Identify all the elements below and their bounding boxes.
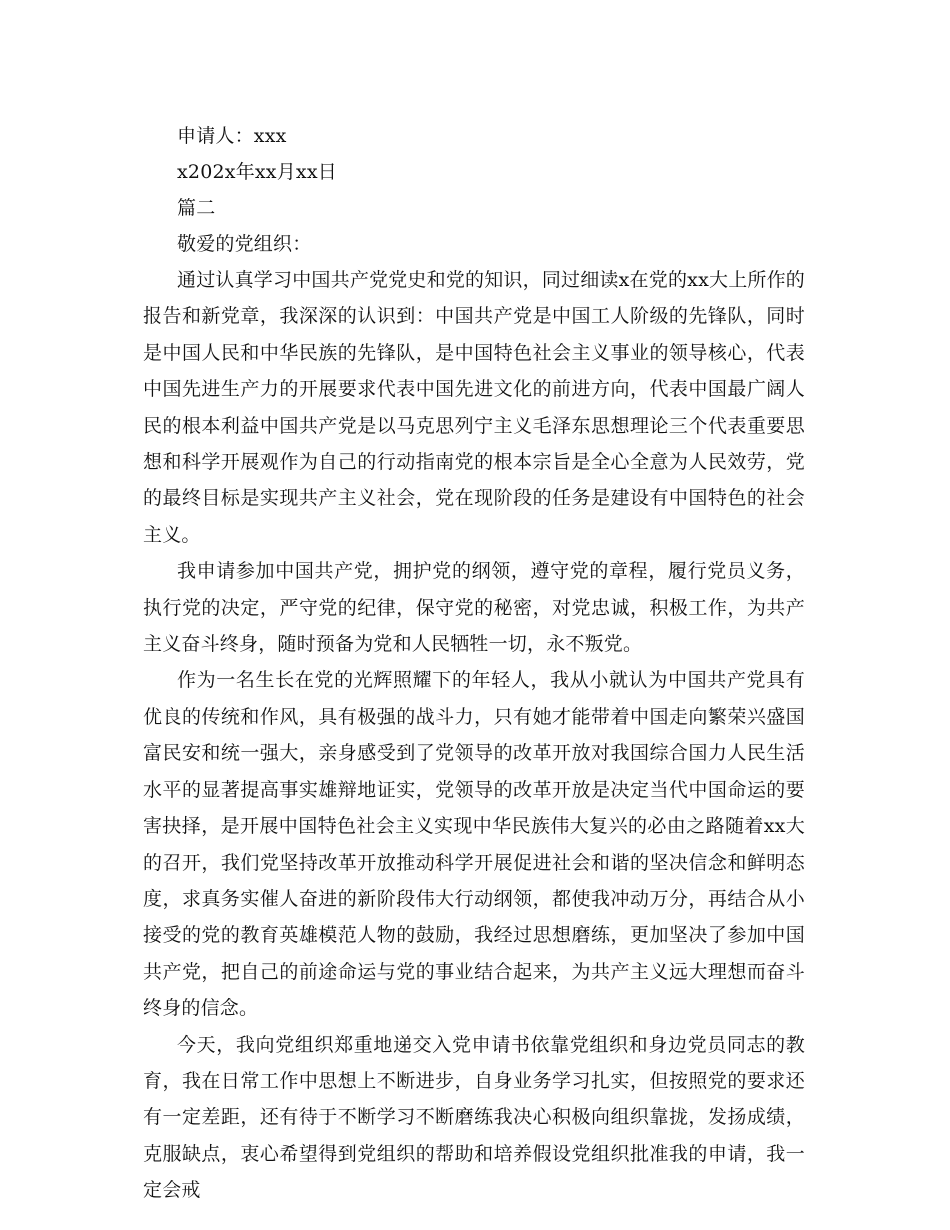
salutation: 敬爱的党组织：: [177, 233, 312, 255]
paragraph-3: 作为一名生长在党的光辉照耀下的年轻人，我从小就认为中国共产党具有优良的传统和作风，具有极强的战斗力，只有她才能带着中国走向繁荣兴盛国富民安和统一强大，亲身感受到了党领导的改革开放对我国综合国力人民生活水平的显著提高事实雄辩地证实，党领导的改革开放是决定当代中国命运的要害抉择，是开展中国特色社会主义实现中华民族伟大复兴的必由之路随着xx大的召开，我们党坚持改革开放推动科学开展促进社会和谐的坚决信念和鲜明态度，求真务实催人奋进的新阶段伟大行动纲领，都使我冲动万分，再结合从小接受的党的教育英雄模范人物的鼓励，我经过思想磨练，更加坚决了参加中国共产党，把自己的前途命运与党的事业结合起来，为共产主义远大理想而奋斗终身的信念。: [143, 669, 805, 1020]
applicant-line: 申请人：xxx: [177, 125, 287, 147]
paragraph-1: 通过认真学习中国共产党党史和党的知识，同过细读x在党的xx大上所作的报告和新党章，我深深的认识到：中国共产党是中国工人阶级的先锋队，同时是中国人民和中华民族的先锋队，是中国特色社会主义事业的领导核心，代表中国先进生产力的开展要求代表中国先进文化的前进方向，代表中国最广阔人民的根本利益中国共产党是以马克思列宁主义毛泽东思想理论三个代表重要思想和科学开展观作为自己的行动指南党的根本宗旨是全心全意为人民效劳，党的最终目标是实现共产主义社会，党在现阶段的任务是建设有中国特色的社会主义。: [143, 269, 805, 546]
date-line: x202x年xx月xx日: [177, 161, 337, 183]
section-title: 篇二: [177, 197, 216, 219]
paragraph-2: 我申请参加中国共产党，拥护党的纲领，遵守党的章程，履行党员义务，执行党的决定，严守党的纪律，保守党的秘密，对党忠诚，积极工作，为共产主义奋斗终身，随时预备为党和人民牺牲一切，永不叛党。: [143, 560, 805, 656]
document-page: [143, 118, 805, 1209]
paragraph-4: 今天，我向党组织郑重地递交入党申请书依靠党组织和身边党员同志的教育，我在日常工作中思想上不断进步，自身业务学习扎实，但按照党的要求还有一定差距，还有待于不断学习不断磨练我决心积极向组织靠拢，发扬成绩，克服缺点，衷心希望得到党组织的帮助和培养假设党组织批准我的申请，我一定会戒: [143, 1033, 805, 1202]
